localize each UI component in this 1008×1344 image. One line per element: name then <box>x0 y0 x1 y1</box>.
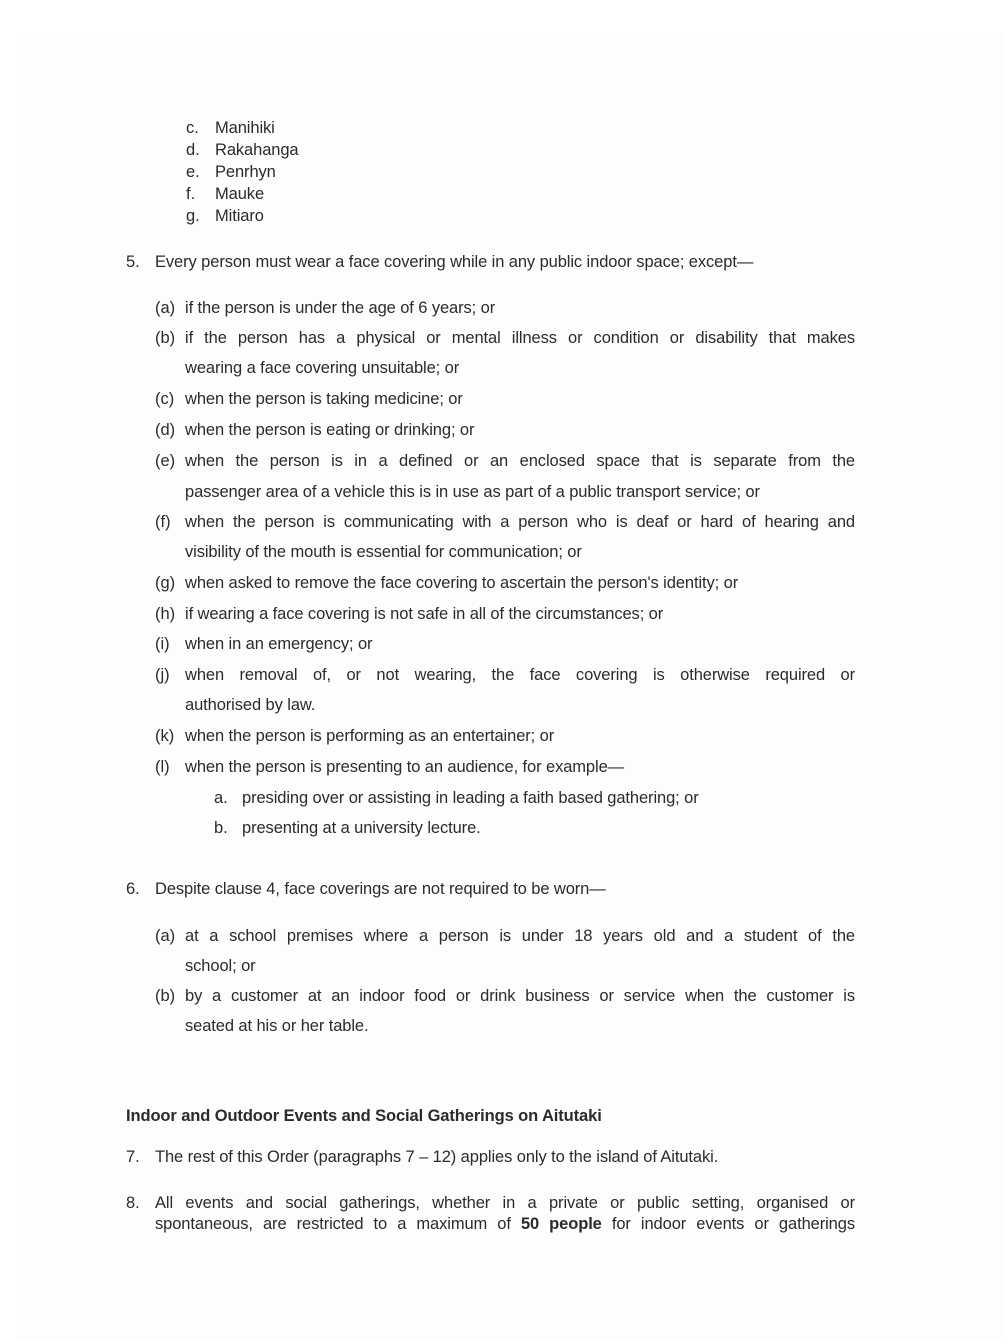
item-marker: (a) <box>155 927 176 945</box>
list-marker: e. <box>186 163 200 181</box>
item-text: visibility of the mouth is essential for communication; or <box>185 543 582 561</box>
sub-item-marker: a. <box>214 789 228 807</box>
clause-7-text: The rest of this Order (paragraphs 7 – 12) applies only to the island of Aitutaki. <box>155 1148 719 1166</box>
item-marker: (e) <box>155 452 176 470</box>
list-marker: f. <box>186 185 196 203</box>
item-text: seated at his or her table. <box>185 1017 369 1035</box>
item-text: when the person is taking medicine; or <box>185 390 463 408</box>
clause-8-text: for indoor events or gatherings <box>601 1215 855 1233</box>
item-marker: (l) <box>155 758 170 776</box>
clause-number: 5. <box>126 253 140 271</box>
item-text: if the person has a physical or mental illness or condition or disability that makes <box>185 329 855 347</box>
item-marker: (j) <box>155 666 170 684</box>
item-text: if wearing a face covering is not safe in all of the circumstances; or <box>185 605 664 623</box>
document-page <box>16 32 1004 1340</box>
item-text: wearing a face covering unsuitable; or <box>185 359 460 377</box>
item-text: when the person is communicating with a person who is deaf or hard of hearing and <box>185 513 855 531</box>
clause-8-line-2 <box>155 1214 855 1234</box>
clause-number: 7. <box>126 1148 140 1166</box>
max-people: 50 people <box>520 1215 602 1233</box>
item-text: by a customer at an indoor food or drink business or service when the customer is <box>185 987 855 1005</box>
item-marker: (b) <box>155 987 176 1005</box>
item-marker: (a) <box>155 299 176 317</box>
clause-number: 8. <box>126 1194 140 1212</box>
clause-8-line-1: All events and social gatherings, whether in a private or public setting, organised or <box>155 1194 855 1212</box>
item-marker: (f) <box>155 513 171 531</box>
item-marker: (c) <box>155 390 175 408</box>
clause-number: 6. <box>126 880 140 898</box>
island-item: Mauke <box>215 185 265 203</box>
item-marker: (k) <box>155 727 175 745</box>
item-text: passenger area of a vehicle this is in use as part of a public transport service; or <box>185 483 760 501</box>
sub-item-marker: b. <box>214 819 228 837</box>
item-text: when asked to remove the face covering to ascertain the person's identity; or <box>185 574 739 592</box>
item-text: when the person is in a defined or an enclosed space that is separate from the <box>185 452 855 470</box>
sub-item-text: presenting at a university lecture. <box>242 819 481 837</box>
item-text: if the person is under the age of 6 years; or <box>185 299 496 317</box>
clause-5-text: Every person must wear a face covering while in any public indoor space; except— <box>155 253 754 271</box>
list-marker: c. <box>186 119 199 137</box>
item-text: at a school premises where a person is under 18 years old and a student of the <box>185 927 855 945</box>
item-text: when the person is eating or drinking; or <box>185 421 475 439</box>
item-text: authorised by law. <box>185 696 316 714</box>
item-marker: (h) <box>155 605 176 623</box>
item-marker: (d) <box>155 421 176 439</box>
island-item: Penrhyn <box>215 163 276 181</box>
clause-8-text: spontaneous, are restricted to a maximum of <box>155 1215 521 1233</box>
island-item: Mitiaro <box>215 207 264 225</box>
item-marker: (i) <box>155 635 170 653</box>
item-text: when removal of, or not wearing, the face covering is otherwise required or <box>185 666 855 684</box>
clause-6-text: Despite clause 4, face coverings are not required to be worn— <box>155 880 606 898</box>
item-marker: (g) <box>155 574 176 592</box>
island-item: Manihiki <box>215 119 275 137</box>
section-heading: Indoor and Outdoor Events and Social Gatherings on Aitutaki <box>126 1107 602 1125</box>
item-text: when the person is presenting to an audience, for example— <box>185 758 625 776</box>
sub-item-text: presiding over or assisting in leading a faith based gathering; or <box>242 789 699 807</box>
item-text: school; or <box>185 957 256 975</box>
island-item: Rakahanga <box>215 141 299 159</box>
list-marker: d. <box>186 141 200 159</box>
item-text: when the person is performing as an entertainer; or <box>185 727 555 745</box>
item-marker: (b) <box>155 329 176 347</box>
item-text: when in an emergency; or <box>185 635 373 653</box>
list-marker: g. <box>186 207 200 225</box>
